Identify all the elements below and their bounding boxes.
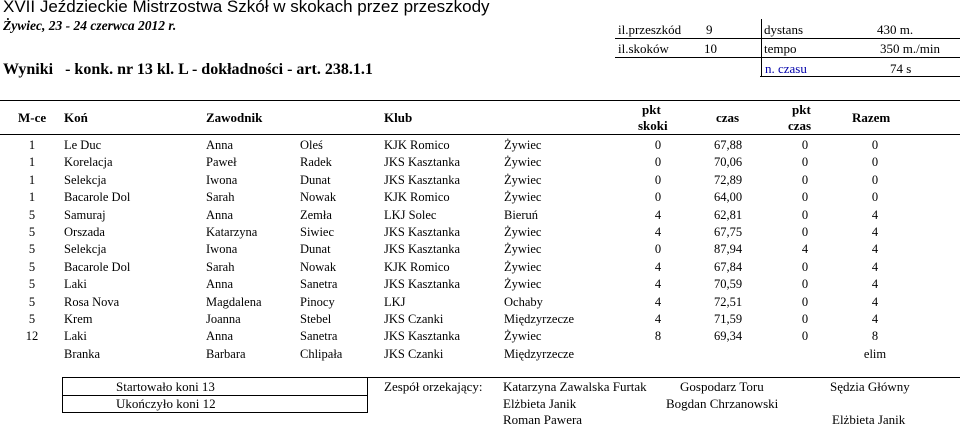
cell-pkt-czas: 0: [801, 155, 809, 169]
results-heading: Wyniki - konk. nr 13 kl. L - dokładności - art. 238.1.1: [3, 61, 373, 78]
jury-member-7: Elżbieta Janik: [832, 412, 906, 427]
event-subtitle: Żywiec, 23 - 24 czerwca 2012 r.: [3, 18, 177, 33]
cell-last: Sanetra: [300, 277, 338, 291]
cell-city: Żywiec: [504, 242, 542, 256]
dystans-label: dystans: [764, 22, 803, 37]
cell-pkt-czas: 0: [801, 190, 809, 204]
footer-box-bottom: [62, 412, 368, 413]
header-pkt-czas-top: pkt: [792, 102, 811, 117]
jury-member-5: Bogdan Chrzanowski: [666, 396, 779, 411]
cell-czas: 72,89: [713, 173, 743, 187]
dystans-value: 430 m.: [877, 22, 914, 37]
cell-first: Iwona: [206, 242, 238, 256]
cell-pkt-czas: 0: [801, 312, 809, 326]
cell-horse: Le Duc: [64, 138, 102, 152]
cell-last: Zemła: [300, 208, 332, 222]
cell-club: JKS Kasztanka: [384, 225, 461, 239]
cell-pkt-czas: 0: [801, 295, 809, 309]
cell-horse: Bacarole Dol: [64, 190, 131, 204]
cell-pkt-skoki: 0: [654, 155, 662, 169]
started-count: Startowało koni 13: [116, 379, 215, 394]
cell-club: KJK Romico: [384, 138, 450, 152]
cell-city: Żywiec: [504, 155, 542, 169]
cell-last: Radek: [300, 155, 332, 169]
cell-pkt-skoki: 4: [654, 225, 662, 239]
cell-last: Dunat: [300, 173, 331, 187]
footer-top-border: [62, 377, 960, 378]
cell-razem: 4: [871, 208, 879, 222]
cell-club: KJK Romico: [384, 190, 450, 204]
cell-first: Barbara: [206, 347, 246, 361]
cell-first: Sarah: [206, 260, 235, 274]
page-title: XVII Jeździeckie Mistrzostwa Szkół w skokach przez przeszkody: [3, 0, 490, 16]
cell-horse: Bacarole Dol: [64, 260, 131, 274]
header-club: Klub: [384, 110, 413, 125]
cell-pkt-skoki: 0: [654, 173, 662, 187]
cell-place: 5: [28, 260, 36, 274]
cell-place: 1: [28, 138, 36, 152]
cell-pkt-skoki: 4: [654, 208, 662, 222]
cell-czas: 62,81: [713, 208, 743, 222]
info-divider-3: [760, 76, 960, 77]
il-przeszkod-label: il.przeszkód: [618, 22, 682, 37]
cell-club: LKJ: [384, 295, 406, 309]
cell-czas: 71,59: [713, 312, 743, 326]
info-divider-2: [615, 57, 960, 58]
header-pkt-skoki-top: pkt: [642, 102, 661, 117]
cell-club: LKJ Solec: [384, 208, 437, 222]
n-czasu-label: n. czasu: [765, 61, 807, 76]
cell-pkt-skoki: 4: [654, 277, 662, 291]
cell-last: Chlipała: [300, 347, 343, 361]
cell-czas: 64,00: [713, 190, 743, 204]
cell-club: JKS Kasztanka: [384, 242, 461, 256]
cell-czas: 70,59: [713, 277, 743, 291]
cell-last: Nowak: [300, 190, 337, 204]
cell-first: Katarzyna: [206, 225, 258, 239]
cell-place: 5: [28, 208, 36, 222]
cell-razem: 8: [871, 329, 879, 343]
cell-place: 5: [28, 295, 36, 309]
cell-pkt-czas: 4: [801, 242, 809, 256]
cell-first: Iwona: [206, 173, 238, 187]
cell-city: Bieruń: [504, 208, 539, 222]
header-pkt-skoki-bottom: skoki: [638, 118, 668, 133]
cell-pkt-czas: 0: [801, 260, 809, 274]
cell-razem: 4: [871, 312, 879, 326]
jury-member-2: Gospodarz Toru: [680, 379, 764, 394]
finished-count: Ukończyło koni 12: [116, 396, 216, 411]
cell-pkt-czas: 0: [801, 208, 809, 222]
cell-place: 1: [28, 173, 36, 187]
il-skokow-value: 10: [704, 41, 717, 56]
cell-horse: Samuraj: [64, 208, 106, 222]
table-top-border: [0, 100, 960, 101]
cell-horse: Laki: [64, 329, 87, 343]
cell-horse: Orszada: [64, 225, 105, 239]
cell-razem: 0: [871, 138, 879, 152]
cell-razem: 0: [871, 173, 879, 187]
table-header-border: [0, 134, 960, 135]
cell-city: Żywiec: [504, 138, 542, 152]
cell-razem: 0: [871, 155, 879, 169]
cell-pkt-skoki: 4: [654, 295, 662, 309]
cell-last: Oleś: [300, 138, 323, 152]
cell-pkt-czas: 0: [801, 173, 809, 187]
header-rider: Zawodnik: [206, 110, 263, 125]
cell-pkt-czas: 0: [801, 138, 809, 152]
cell-place: 12: [25, 329, 39, 343]
cell-first: Anna: [206, 208, 234, 222]
header-horse: Koń: [64, 110, 88, 125]
cell-first: Anna: [206, 329, 234, 343]
cell-place: 5: [28, 225, 36, 239]
cell-club: JKS Kasztanka: [384, 277, 461, 291]
cell-city: Żywiec: [504, 190, 542, 204]
cell-city: Żywiec: [504, 173, 542, 187]
info-vdivider: [761, 19, 762, 77]
cell-club: JKS Kasztanka: [384, 155, 461, 169]
cell-pkt-skoki: 0: [654, 138, 662, 152]
cell-razem: 4: [871, 242, 879, 256]
cell-place: 1: [28, 190, 36, 204]
cell-city: Żywiec: [504, 329, 542, 343]
header-razem: Razem: [852, 110, 891, 125]
cell-czas: 67,84: [713, 260, 743, 274]
jury-member-4: Elżbieta Janik: [503, 396, 577, 411]
tempo-value: 350 m./min: [880, 41, 940, 56]
cell-club: JKS Czanki: [384, 312, 444, 326]
il-przeszkod-value: 9: [706, 22, 713, 37]
info-divider-1: [615, 38, 960, 39]
cell-club: JKS Czanki: [384, 347, 444, 361]
cell-city: Żywiec: [504, 225, 542, 239]
cell-first: Magdalena: [206, 295, 262, 309]
header-place: M-ce: [18, 110, 47, 125]
cell-city: Ochaby: [504, 295, 543, 309]
cell-club: KJK Romico: [384, 260, 450, 274]
cell-place: 5: [28, 277, 36, 291]
cell-first: Paweł: [206, 155, 237, 169]
jury-member-6: Roman Pawera: [503, 412, 583, 427]
cell-pkt-czas: 0: [801, 225, 809, 239]
cell-last: Dunat: [300, 242, 331, 256]
cell-czas: 70,06: [713, 155, 743, 169]
cell-first: Anna: [206, 138, 234, 152]
cell-pkt-czas: 0: [801, 277, 809, 291]
cell-place: 5: [28, 312, 36, 326]
cell-city: Żywiec: [504, 260, 542, 274]
cell-city: Międzyrzecze: [504, 347, 575, 361]
cell-pkt-skoki: 0: [654, 242, 662, 256]
cell-first: Anna: [206, 277, 234, 291]
cell-place: 5: [28, 242, 36, 256]
il-skokow-label: il.skoków: [618, 41, 669, 56]
cell-czas: 69,34: [713, 329, 743, 343]
tempo-label: tempo: [764, 41, 797, 56]
header-czas: czas: [716, 110, 740, 125]
cell-razem: 0: [871, 190, 879, 204]
cell-pkt-skoki: 8: [654, 329, 662, 343]
header-pkt-czas-bottom: czas: [788, 118, 812, 133]
cell-last: Sanetra: [300, 329, 338, 343]
cell-horse: Selekcja: [64, 173, 107, 187]
cell-horse: Rosa Nova: [64, 295, 120, 309]
jury-label: Zespół orzekający:: [384, 379, 483, 394]
cell-last: Pinocy: [300, 295, 335, 309]
cell-pkt-czas: 0: [801, 329, 809, 343]
cell-club: JKS Kasztanka: [384, 329, 461, 343]
cell-horse: Korelacja: [64, 155, 113, 169]
cell-czas: 87,94: [713, 242, 743, 256]
cell-czas: 67,88: [713, 138, 743, 152]
cell-pkt-skoki: 0: [654, 190, 662, 204]
cell-last: Nowak: [300, 260, 337, 274]
cell-place: 1: [28, 155, 36, 169]
cell-czas: 67,75: [713, 225, 743, 239]
cell-last: Stebel: [300, 312, 332, 326]
cell-czas: 72,51: [713, 295, 743, 309]
cell-razem: elim: [863, 347, 887, 361]
cell-club: JKS Kasztanka: [384, 173, 461, 187]
cell-horse: Branka: [64, 347, 101, 361]
cell-razem: 4: [871, 295, 879, 309]
cell-city: Międzyrzecze: [504, 312, 575, 326]
cell-razem: 4: [871, 225, 879, 239]
jury-member-3: Sędzia Główny: [830, 379, 910, 394]
jury-member-1: Katarzyna Zawalska Furtak: [503, 379, 647, 394]
cell-first: Joanna: [206, 312, 241, 326]
cell-horse: Selekcja: [64, 242, 107, 256]
cell-pkt-skoki: 4: [654, 312, 662, 326]
cell-razem: 4: [871, 260, 879, 274]
cell-horse: Krem: [64, 312, 93, 326]
cell-city: Żywiec: [504, 277, 542, 291]
cell-horse: Laki: [64, 277, 87, 291]
cell-first: Sarah: [206, 190, 235, 204]
cell-pkt-skoki: 4: [654, 260, 662, 274]
cell-last: Siwiec: [300, 225, 335, 239]
cell-razem: 4: [871, 277, 879, 291]
n-czasu-value: 74 s: [890, 61, 912, 76]
